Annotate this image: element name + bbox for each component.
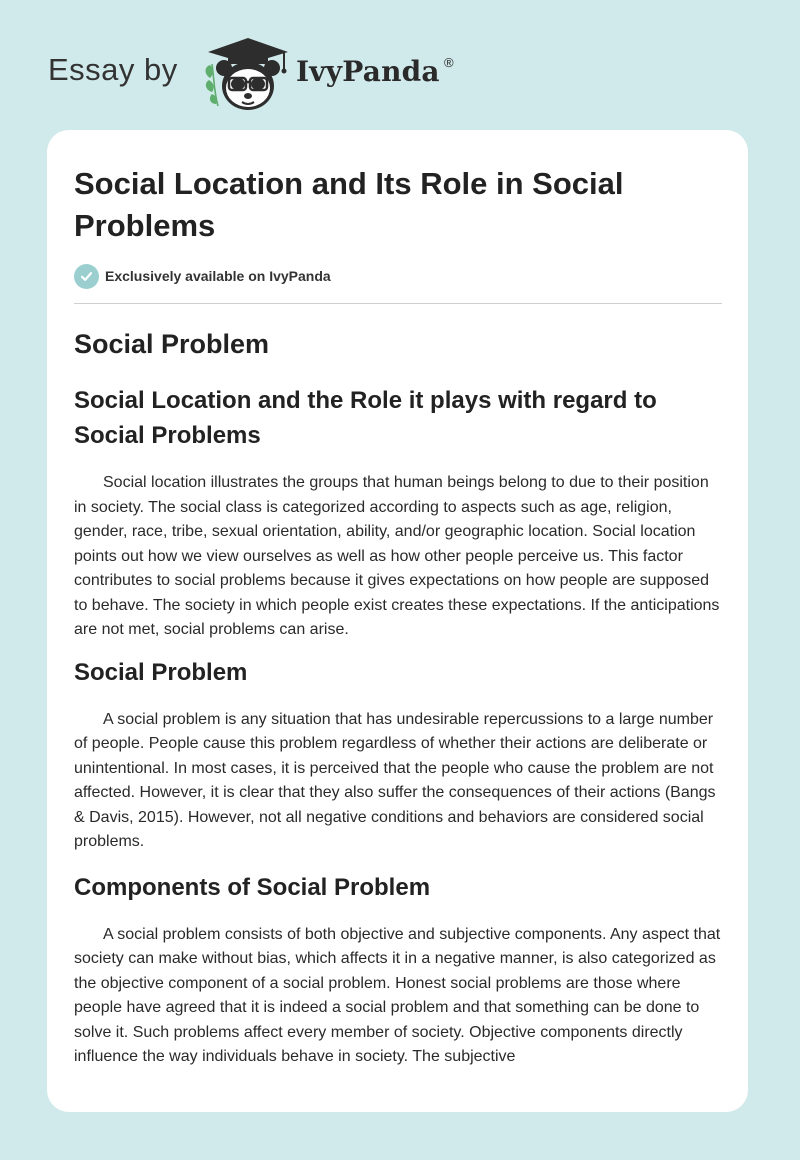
panda-graduate-icon xyxy=(200,34,296,114)
subsection-heading: Social Location and the Role it plays with regard to Social Problems xyxy=(74,387,657,449)
paragraph: A social problem consists of both objective and subjective components. Any aspect that society can make without bias, which affects it in a negative manner, is also categorized as the objective component of a social problem. Honest social problems are those where people have agreed that it is indeed a social problem and that something can be done to solve it. Such problems affect every member of society. Objective components directly influence the way individuals behave in society. The subjective xyxy=(74,925,721,1065)
exclusive-badge xyxy=(74,263,331,289)
essay-card xyxy=(47,130,748,1112)
check-icon xyxy=(74,264,99,289)
section-title: Social Problem xyxy=(74,329,270,359)
page-title: Social Location and Its Role in Social Problems xyxy=(74,166,624,243)
paragraph: A social problem is any situation that has undesirable repercussions to a large number of people. People cause this problem regardless of whether their actions are deliberate or unintentional. In most cases, it is perceived that the people who cause the problem are not affected. However, it is clear that they also suffer the consequences of their actions (Bangs & Davis, 2015). However, not all negative conditions and behaviors are considered social problems. xyxy=(74,710,716,850)
registered-mark: ® xyxy=(444,55,454,70)
brand-header[interactable] xyxy=(48,30,508,110)
brand-prefix: Essay by xyxy=(48,52,178,87)
subsection-heading: Components of Social Problem xyxy=(74,873,431,901)
essay-content xyxy=(74,324,724,1070)
divider xyxy=(74,303,722,304)
subsection-heading: Social Problem xyxy=(74,658,248,686)
exclusive-label: Exclusively available on IvyPanda xyxy=(105,268,331,284)
brand-name: IvyPanda xyxy=(296,55,440,88)
paragraph: Social location illustrates the groups that human beings belong to due to their position in society. The social class is categorized according to aspects such as age, religion, gender, race, tribe, sexual orientation, ability, and/or geographic location. Social location points out how we view ourselves as well as how other people perceive us. This factor contributes to social problems because it gives expectations on how people are supposed to behave. The society in which people exist creates these expectations. If the anticipations are not met, social problems can arise. xyxy=(74,474,720,638)
